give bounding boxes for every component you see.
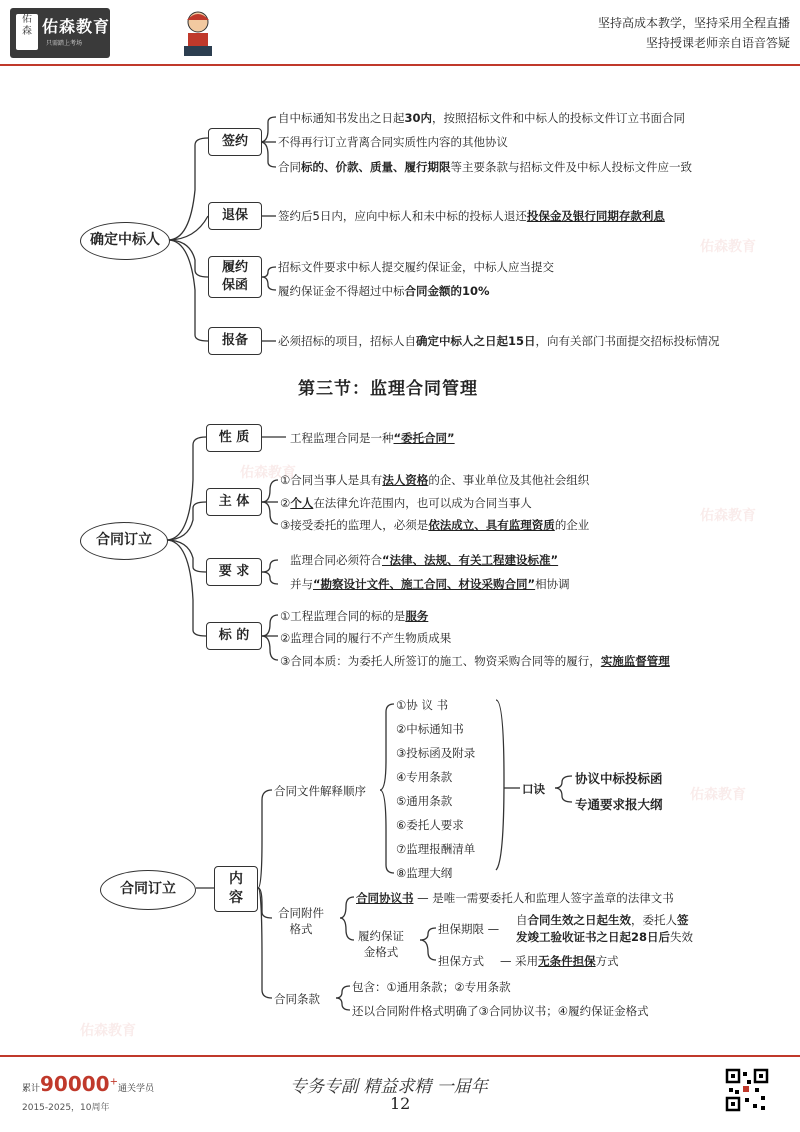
branch-nature: 性 质 [206, 424, 262, 452]
object-line-2: ②监理合同的履行不产生物质成果 [280, 631, 452, 645]
sign-line-2: 不得再行订立背离合同实质性内容的其他协议 [278, 135, 508, 149]
branch-subject: 主 体 [206, 488, 262, 516]
root-node: 合同订立 [80, 522, 168, 560]
terms-line-1: 包含：①通用条款；②专用条款 [352, 980, 511, 994]
annex-label-line1: 合同附件 [278, 906, 324, 920]
root-node: 合同订立 [100, 870, 196, 910]
order-item: ①协 议 书 [396, 698, 449, 712]
mnemonic-line-2: 专通要求报大纲 [575, 797, 663, 812]
order-label: 合同文件解释顺序 [274, 784, 366, 798]
annex-label-line2: 格式 [289, 922, 313, 936]
page-number: 12 [390, 1094, 411, 1113]
order-item: ⑥委托人要求 [396, 818, 464, 832]
branch-refund: 退保 [208, 202, 262, 230]
branch-report: 报备 [208, 327, 262, 355]
annex-bond-label [358, 928, 404, 960]
refund-line-1: 签约后5日内，应向中标人和未中标的投标人退还投保金及银行同期存款利息 [278, 209, 665, 223]
brand-name: 佑森教育 [42, 17, 111, 36]
branch-content-line1: 内 [229, 871, 243, 887]
sign-line-3: 合同标的、价款、质量、履行期限等主要条款与招标文件及中标人投标文件应一致 [278, 160, 692, 174]
report-line-1: 必须招标的项目，招标人自确定中标人之日起15日，向有关部门书面提交招标投标情况 [278, 334, 720, 348]
brand-sub: 只需踏上考场 [46, 40, 83, 47]
annex-agreement: 合同协议书 — 是唯一需要委托人和监理人签字盖章的法律文书 [356, 891, 674, 905]
bond-method-label: 担保方式 [438, 954, 484, 968]
bond-line-2: 履约保证金不得超过中标合同金额的10% [278, 284, 490, 298]
bond-period-desc: 自合同生效之日起生效，委托人签 发竣工验收证书之日起28日后失效 [516, 913, 694, 944]
branch-bond [208, 256, 262, 298]
slogan-line-2: 坚持授课老师亲自语音答疑 [645, 36, 790, 50]
bond-method-desc: — 采用无条件担保方式 [500, 954, 619, 968]
watermark: 佑森教育 [700, 508, 756, 524]
branch-bond-line1: 履约 [221, 260, 248, 275]
annex-bond-line1: 履约保证 [358, 929, 404, 943]
order-item: ⑤通用条款 [396, 794, 453, 808]
require-line-1: 监理合同必须符合“法律、法规、有关工程建设标准” [290, 553, 559, 567]
subject-line-3: ③接受委托的监理人，必须是依法成立、具有监理资质的企业 [280, 518, 590, 532]
bond-line-1: 招标文件要求中标人提交履约保证金，中标人应当提交 [278, 260, 554, 274]
nature-line-1: 工程监理合同是一种“委托合同” [290, 431, 455, 445]
subject-line-2: ②个人在法律允许范围内，也可以成为合同当事人 [280, 496, 532, 510]
order-item: ⑦监理报酬清单 [396, 842, 476, 856]
footer-years: 2015-2025，10周年 [22, 1103, 110, 1113]
order-item: ⑧监理大纲 [396, 866, 453, 880]
watermark: 佑森教育 [700, 239, 756, 255]
branch-sign: 签约 [208, 128, 262, 156]
watermark: 佑森教育 [80, 1023, 136, 1039]
object-line-1: ①工程监理合同的标的是服务 [280, 609, 429, 623]
terms-label: 合同条款 [274, 992, 320, 1006]
branch-content-line2: 容 [229, 890, 243, 906]
mnemonic-line-1: 协议中标投标函 [575, 771, 663, 786]
logo-seal-icon: 佑 森 [16, 14, 38, 50]
branch-require: 要 求 [206, 558, 262, 586]
watermark: 佑森教育 [240, 465, 296, 481]
branch-object: 标 的 [206, 622, 262, 650]
order-item: ②中标通知书 [396, 722, 464, 736]
order-item: ④专用条款 [396, 770, 453, 784]
mnemonic-label: 口诀 [522, 782, 545, 796]
annex-label [278, 905, 324, 937]
order-item: ③投标函及附录 [396, 746, 476, 760]
object-line-3: ③合同本质：为委托人所签订的施工、物资采购合同等的履行，实施监督管理 [280, 654, 670, 668]
watermark: 佑森教育 [690, 787, 746, 803]
footer-count: 累计90000+通关学员 [22, 1072, 155, 1096]
terms-line-2: 还以合同附件格式明确了③合同协议书；④履约保证金格式 [352, 1004, 649, 1018]
slogan-line-1: 坚持高成本教学，坚持采用全程直播 [597, 16, 790, 30]
sign-line-1: 自中标通知书发出之日起30内，按照招标文件和中标人的投标文件订立书面合同 [278, 111, 686, 125]
footer-divider [0, 1055, 800, 1057]
bond-period-label: 担保期限 — [438, 922, 500, 936]
annex-bond-line2: 金格式 [363, 945, 399, 959]
require-line-2: 并与“勘察设计文件、施工合同、材设采购合同”相协调 [290, 577, 570, 591]
subject-line-1: ①合同当事人是具有法人资格的企、事业单位及其他社会组织 [280, 473, 590, 487]
branch-bond-line2: 保函 [221, 278, 248, 293]
branch-content [214, 866, 258, 912]
root-node: 确定中标人 [80, 222, 170, 260]
handwriting-signature: 专务专副 精益求精 一届年 [290, 1077, 488, 1097]
qr-code-icon [725, 1068, 769, 1112]
section-title: 第三节：监理合同管理 [298, 379, 478, 399]
